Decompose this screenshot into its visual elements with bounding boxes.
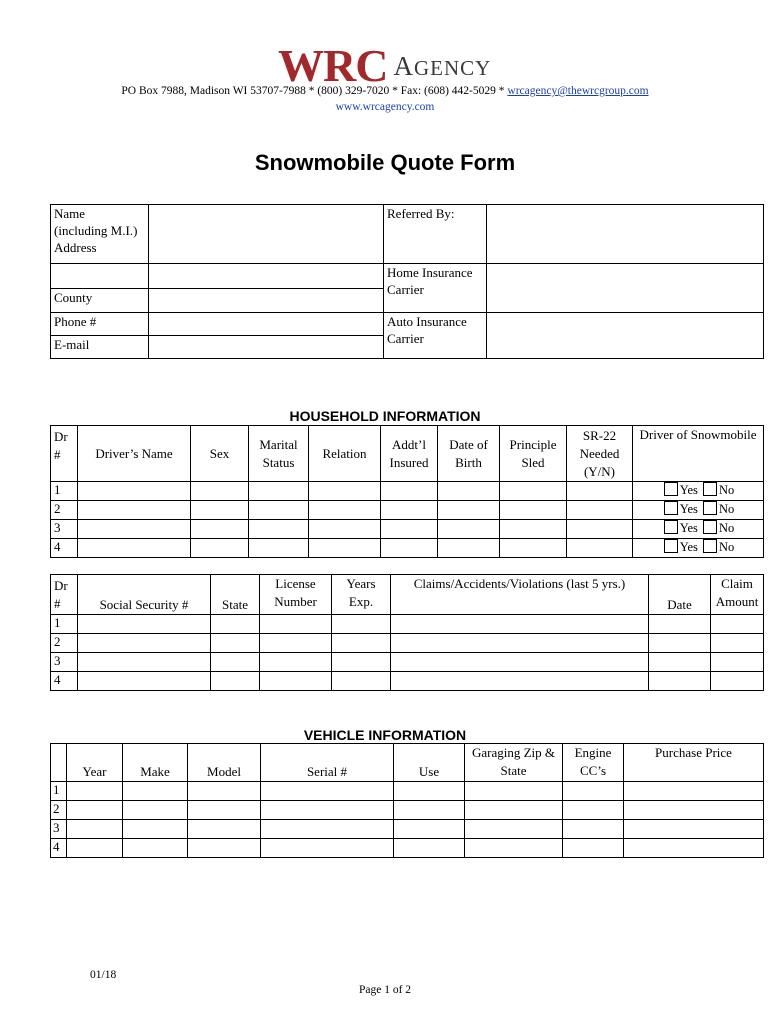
- hh-col-relation: Relation: [309, 426, 381, 482]
- veh-col-price: Purchase Price: [624, 744, 764, 782]
- veh-cell[interactable]: [465, 782, 563, 801]
- address-field-cont[interactable]: [149, 264, 384, 289]
- name-label: Name (including M.I.): [54, 206, 138, 238]
- hh-col-driver-of: Driver of Snowmobile: [633, 426, 764, 482]
- hh-cell[interactable]: [500, 501, 567, 520]
- hist-cell[interactable]: [78, 653, 211, 672]
- hh-cell[interactable]: [567, 520, 633, 539]
- hist-cell[interactable]: [711, 672, 764, 691]
- contact-email-link[interactable]: wrcagency@thewrcgroup.com: [507, 85, 649, 97]
- hist-cell[interactable]: [211, 615, 260, 634]
- hist-cell[interactable]: [260, 672, 332, 691]
- hh-col-name: Driver’s Name: [78, 426, 191, 482]
- hist-cell[interactable]: [649, 653, 711, 672]
- veh-cell[interactable]: [67, 820, 123, 839]
- vehicle-section-title: VEHICLE INFORMATION: [303, 727, 467, 743]
- hist-cell[interactable]: [711, 653, 764, 672]
- referred-label: Referred By:: [384, 205, 487, 264]
- veh-cell[interactable]: [563, 839, 624, 858]
- hh-cell[interactable]: [438, 482, 500, 501]
- veh-cell[interactable]: [465, 820, 563, 839]
- hist-cell[interactable]: [649, 615, 711, 634]
- veh-col-garaging: Garaging Zip & State: [465, 744, 563, 782]
- veh-cell[interactable]: [123, 801, 188, 820]
- veh-cell[interactable]: [563, 820, 624, 839]
- veh-col-num: [51, 744, 67, 782]
- hh-cell[interactable]: [381, 482, 438, 501]
- driver-history-table: [50, 574, 764, 691]
- website-link[interactable]: www.wrcagency.com: [335, 101, 435, 113]
- hist-col-claims: Claims/Accidents/Violations (last 5 yrs.): [391, 575, 649, 615]
- driver-of-snowmobile-choice: [633, 539, 764, 558]
- hist-col-amount: Claim Amount: [711, 575, 764, 615]
- hist-col-state: State: [211, 575, 260, 615]
- hh-cell[interactable]: [567, 482, 633, 501]
- veh-row-number: 4: [51, 839, 67, 858]
- hh-cell[interactable]: [78, 539, 191, 558]
- vehicle-row: [51, 839, 764, 858]
- hist-cell[interactable]: [260, 615, 332, 634]
- hh-cell[interactable]: [191, 539, 249, 558]
- hist-cell[interactable]: [649, 672, 711, 691]
- household-row: [51, 482, 764, 501]
- veh-col-engine: Engine CC’s: [563, 744, 624, 782]
- veh-cell[interactable]: [465, 801, 563, 820]
- household-row: [51, 539, 764, 558]
- hist-cell[interactable]: [260, 634, 332, 653]
- hh-cell[interactable]: [78, 520, 191, 539]
- household-row: [51, 501, 764, 520]
- no-checkbox[interactable]: [703, 501, 717, 515]
- veh-cell[interactable]: [394, 801, 465, 820]
- hh-cell[interactable]: [381, 520, 438, 539]
- hist-row-number: 1: [51, 615, 78, 634]
- hist-row-number: 3: [51, 653, 78, 672]
- hist-col-date: Date: [649, 575, 711, 615]
- agency-logo: [278, 40, 508, 91]
- hh-cell[interactable]: [438, 539, 500, 558]
- yes-checkbox[interactable]: [664, 482, 678, 496]
- hist-cell[interactable]: [332, 615, 391, 634]
- phone-field[interactable]: [149, 313, 384, 336]
- veh-cell[interactable]: [624, 801, 764, 820]
- history-row: [51, 672, 764, 691]
- yes-label: Yes: [679, 540, 698, 554]
- hh-col-marital: Marital Status: [249, 426, 309, 482]
- hh-col-sled: Principle Sled: [500, 426, 567, 482]
- hist-cell[interactable]: [391, 672, 649, 691]
- household-header-row: [51, 426, 764, 482]
- yes-label: Yes: [679, 521, 698, 535]
- veh-col-make: Make: [123, 744, 188, 782]
- hh-cell[interactable]: [191, 501, 249, 520]
- veh-col-model: Model: [188, 744, 261, 782]
- yes-checkbox[interactable]: [664, 520, 678, 534]
- veh-cell[interactable]: [188, 801, 261, 820]
- veh-cell[interactable]: [394, 782, 465, 801]
- hist-cell[interactable]: [78, 672, 211, 691]
- logo-sub-text: AGENCY: [393, 51, 492, 81]
- hist-cell[interactable]: [332, 634, 391, 653]
- hh-cell[interactable]: [78, 501, 191, 520]
- vehicle-table: [50, 743, 764, 858]
- page-title: Snowmobile Quote Form: [254, 150, 516, 175]
- hh-cell[interactable]: [500, 539, 567, 558]
- hh-row-number: 3: [51, 520, 78, 539]
- hh-row-number: 4: [51, 539, 78, 558]
- hist-col-license: License Number: [260, 575, 332, 615]
- hist-cell[interactable]: [211, 672, 260, 691]
- yes-label: Yes: [679, 502, 698, 516]
- hh-cell[interactable]: [567, 501, 633, 520]
- veh-cell[interactable]: [261, 839, 394, 858]
- no-label: No: [719, 502, 735, 516]
- hist-cell[interactable]: [391, 615, 649, 634]
- hist-cell[interactable]: [211, 634, 260, 653]
- veh-cell[interactable]: [624, 820, 764, 839]
- veh-row-number: 3: [51, 820, 67, 839]
- hh-col-sex: Sex: [191, 426, 249, 482]
- applicant-info-table: [50, 204, 764, 359]
- no-checkbox[interactable]: [703, 520, 717, 534]
- contact-address: PO Box 7988, Madison WI 53707-7988 * (800) 329-7020 * Fax: (608) 442-5029 *: [121, 85, 508, 97]
- no-label: No: [719, 483, 735, 497]
- hh-cell[interactable]: [500, 482, 567, 501]
- hh-cell[interactable]: [309, 482, 381, 501]
- email-field[interactable]: [149, 336, 384, 359]
- vehicle-row: [51, 820, 764, 839]
- household-section-title: HOUSEHOLD INFORMATION: [289, 408, 481, 424]
- vehicle-header-row: [51, 744, 764, 782]
- hist-cell[interactable]: [78, 634, 211, 653]
- hist-cell[interactable]: [332, 672, 391, 691]
- no-checkbox[interactable]: [703, 539, 717, 553]
- hh-cell[interactable]: [500, 520, 567, 539]
- hist-cell[interactable]: [78, 615, 211, 634]
- veh-col-year: Year: [67, 744, 123, 782]
- name-address-label-cell: [51, 205, 149, 264]
- hh-row-number: 1: [51, 482, 78, 501]
- veh-cell[interactable]: [465, 839, 563, 858]
- hh-col-dr: Dr #: [51, 426, 78, 482]
- hist-cell[interactable]: [391, 653, 649, 672]
- household-row: [51, 520, 764, 539]
- history-row: [51, 653, 764, 672]
- hist-cell[interactable]: [260, 653, 332, 672]
- county-label: County: [51, 289, 149, 313]
- driver-of-snowmobile-choice: [633, 501, 764, 520]
- hh-cell[interactable]: [567, 539, 633, 558]
- hist-col-ssn: Social Security #: [78, 575, 211, 615]
- hh-col-dob: Date of Birth: [438, 426, 500, 482]
- hh-col-addtl: Addt’l Insured: [381, 426, 438, 482]
- veh-cell[interactable]: [563, 782, 624, 801]
- hh-row-number: 2: [51, 501, 78, 520]
- hh-cell[interactable]: [309, 539, 381, 558]
- no-checkbox[interactable]: [703, 482, 717, 496]
- veh-cell[interactable]: [563, 801, 624, 820]
- hh-cell[interactable]: [309, 520, 381, 539]
- veh-cell[interactable]: [67, 839, 123, 858]
- no-label: No: [719, 521, 735, 535]
- vehicle-row: [51, 782, 764, 801]
- household-table: [50, 425, 764, 558]
- history-row: [51, 634, 764, 653]
- veh-cell[interactable]: [261, 782, 394, 801]
- home-insurance-label: Home Insurance Carrier: [384, 264, 487, 313]
- hist-col-years: Years Exp.: [332, 575, 391, 615]
- hh-cell[interactable]: [249, 520, 309, 539]
- driver-of-snowmobile-choice: [633, 520, 764, 539]
- history-header-row: [51, 575, 764, 615]
- yes-label: Yes: [679, 483, 698, 497]
- veh-col-use: Use: [394, 744, 465, 782]
- hist-row-number: 4: [51, 672, 78, 691]
- yes-checkbox[interactable]: [664, 539, 678, 553]
- address-label: Address: [54, 240, 97, 255]
- yes-checkbox[interactable]: [664, 501, 678, 515]
- home-insurance-field[interactable]: [487, 264, 764, 313]
- veh-col-serial: Serial #: [261, 744, 394, 782]
- form-version: 01/18: [90, 969, 117, 981]
- no-label: No: [719, 540, 735, 554]
- hh-cell[interactable]: [78, 482, 191, 501]
- referred-field[interactable]: [487, 205, 764, 264]
- hh-cell[interactable]: [309, 501, 381, 520]
- veh-cell[interactable]: [394, 820, 465, 839]
- history-row: [51, 615, 764, 634]
- hh-col-sr22: SR-22 Needed (Y/N): [567, 426, 633, 482]
- page-number: Page 1 of 2: [358, 984, 412, 996]
- hist-cell[interactable]: [711, 615, 764, 634]
- hist-col-dr: Dr #: [51, 575, 78, 615]
- hh-cell[interactable]: [381, 539, 438, 558]
- veh-cell[interactable]: [624, 782, 764, 801]
- hh-cell[interactable]: [249, 482, 309, 501]
- veh-cell[interactable]: [67, 801, 123, 820]
- name-address-field[interactable]: [149, 205, 384, 264]
- veh-cell[interactable]: [394, 839, 465, 858]
- veh-cell[interactable]: [67, 782, 123, 801]
- veh-cell[interactable]: [261, 801, 394, 820]
- county-field[interactable]: [149, 289, 384, 313]
- veh-cell[interactable]: [188, 839, 261, 858]
- veh-cell[interactable]: [123, 782, 188, 801]
- contact-line: [0, 85, 770, 97]
- veh-cell[interactable]: [624, 839, 764, 858]
- veh-row-number: 1: [51, 782, 67, 801]
- county-label-cell: [51, 264, 149, 289]
- hh-cell[interactable]: [438, 501, 500, 520]
- hist-row-number: 2: [51, 634, 78, 653]
- veh-cell[interactable]: [188, 782, 261, 801]
- vehicle-row: [51, 801, 764, 820]
- hh-cell[interactable]: [191, 482, 249, 501]
- hh-cell[interactable]: [191, 520, 249, 539]
- email-label: E-mail: [51, 336, 149, 359]
- hh-cell[interactable]: [438, 520, 500, 539]
- veh-cell[interactable]: [261, 820, 394, 839]
- hist-cell[interactable]: [332, 653, 391, 672]
- hist-cell[interactable]: [649, 634, 711, 653]
- hist-cell[interactable]: [391, 634, 649, 653]
- auto-insurance-field[interactable]: [487, 313, 764, 359]
- hist-cell[interactable]: [711, 634, 764, 653]
- hh-cell[interactable]: [249, 539, 309, 558]
- veh-cell[interactable]: [123, 839, 188, 858]
- hist-cell[interactable]: [211, 653, 260, 672]
- hh-cell[interactable]: [381, 501, 438, 520]
- logo-main-text: WRC: [278, 40, 388, 91]
- hh-cell[interactable]: [249, 501, 309, 520]
- veh-row-number: 2: [51, 801, 67, 820]
- driver-of-snowmobile-choice: [633, 482, 764, 501]
- veh-cell[interactable]: [123, 820, 188, 839]
- phone-label: Phone #: [51, 313, 149, 336]
- auto-insurance-label: Auto Insurance Carrier: [384, 313, 487, 359]
- veh-cell[interactable]: [188, 820, 261, 839]
